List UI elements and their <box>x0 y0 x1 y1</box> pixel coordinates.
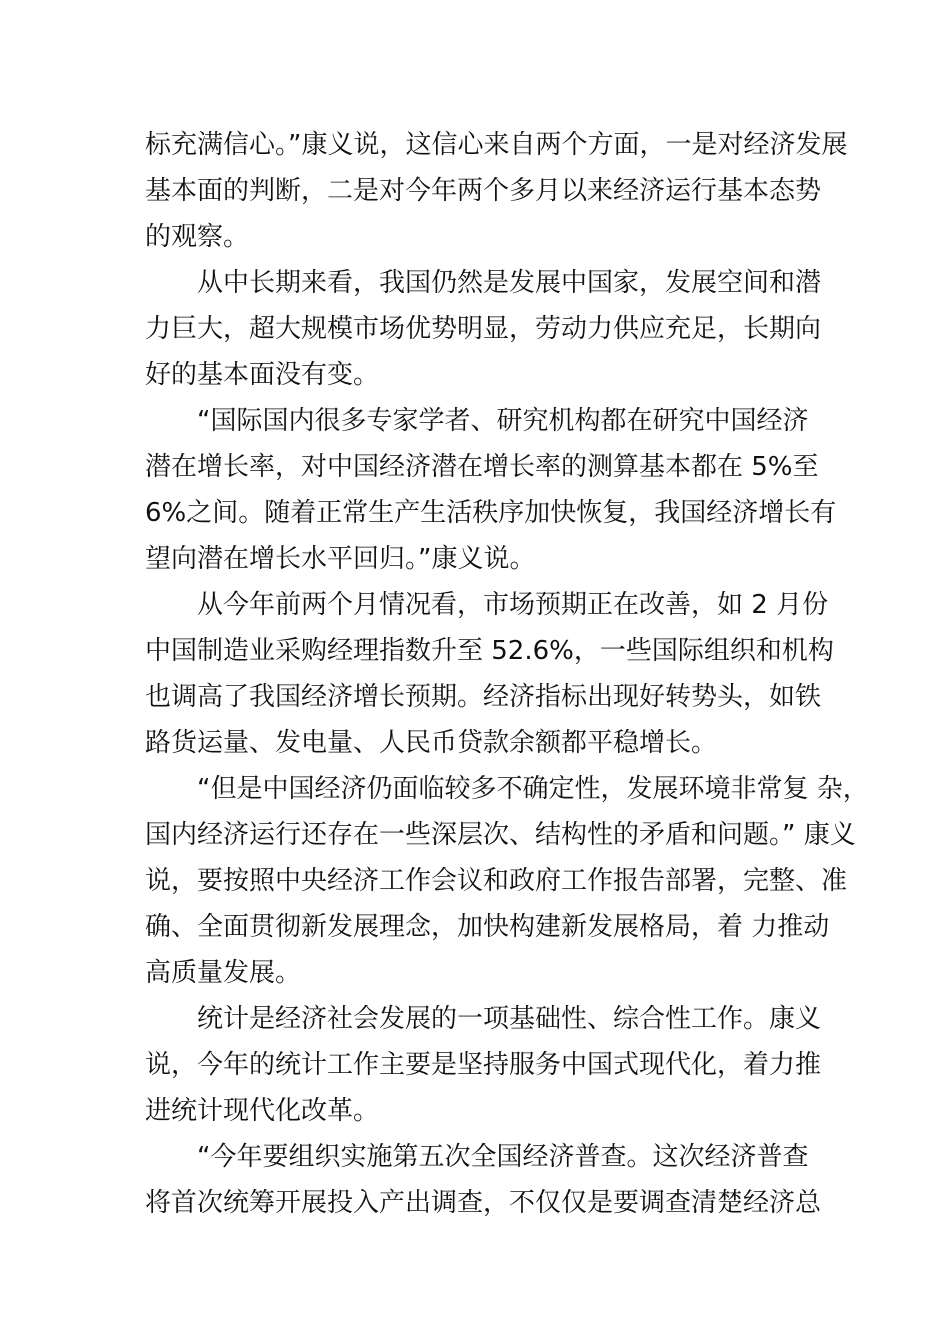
text-line: “但是中国经济仍面临较多不确定性，发展环境非常复 杂， <box>197 774 869 804</box>
text-line: 力巨大，超大规模市场优势明显，劳动力供应充足，长期向 <box>145 314 822 344</box>
paragraph-6 <box>145 996 822 1134</box>
paragraph-5 <box>145 766 869 996</box>
text-line: 中国制造业采购经理指数升至 52.6%，一些国际组织和机构 <box>145 636 834 666</box>
text-line: 从今年前两个月情况看，市场预期正在改善，如 2 月份 <box>197 590 829 620</box>
paragraph-1 <box>145 122 848 260</box>
text-line: 标充满信心。”康义说，这信心来自两个方面，一是对经济发展 <box>145 130 848 160</box>
text-line: 国内经济运行还存在一些深层次、结构性的矛盾和问题。” 康义 <box>145 820 856 850</box>
text-line: 进统计现代化改革。 <box>145 1096 380 1126</box>
text-line: 从中长期来看，我国仍然是发展中国家，发展空间和潜 <box>197 268 822 298</box>
text-line: 望向潜在增长水平回归。”康义说。 <box>145 544 536 574</box>
text-line: 说，今年的统计工作主要是坚持服务中国式现代化，着力推 <box>145 1050 822 1080</box>
text-line: 将首次统筹开展投入产出调查，不仅仅是要调查清楚经济总 <box>145 1188 822 1218</box>
text-line: 统计是经济社会发展的一项基础性、综合性工作。康义 <box>197 1004 822 1034</box>
text-line: 好的基本面没有变。 <box>145 360 380 390</box>
paragraph-3 <box>145 398 837 582</box>
paragraph-2 <box>145 260 822 398</box>
text-line: 说，要按照中央经济工作会议和政府工作报告部署，完整、准 <box>145 866 848 896</box>
text-line: 路货运量、发电量、人民币贷款余额都平稳增长。 <box>145 728 718 758</box>
text-line: 的观察。 <box>145 222 250 252</box>
paragraph-4 <box>145 582 834 766</box>
paragraph-7 <box>145 1134 822 1226</box>
article-body <box>145 122 869 1226</box>
text-line: 也调高了我国经济增长预期。经济指标出现好转势头，如铁 <box>145 682 822 712</box>
text-line: 高质量发展。 <box>145 958 302 988</box>
text-line: “今年要组织实施第五次全国经济普查。这次经济普查 <box>197 1142 809 1172</box>
text-line: 潜在增长率，对中国经济潜在增长率的测算基本都在 5%至 <box>145 452 819 482</box>
text-line: 6%之间。随着正常生产生活秩序加快恢复，我国经济增长有 <box>145 498 837 528</box>
text-line: “国际国内很多专家学者、研究机构都在研究中国经济 <box>197 406 809 436</box>
text-line: 基本面的判断，二是对今年两个多月以来经济运行基本态势 <box>145 176 822 206</box>
text-line: 确、全面贯彻新发展理念，加快构建新发展格局，着 力推动 <box>145 912 830 942</box>
